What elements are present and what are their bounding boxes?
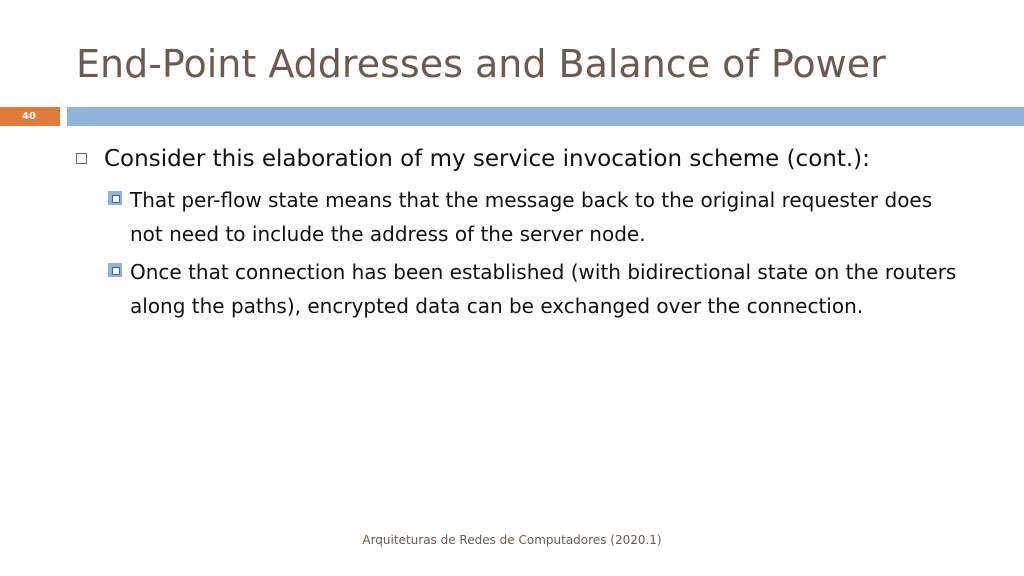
slide-title: End-Point Addresses and Balance of Power [76,42,886,86]
slide-number-badge [0,107,60,126]
square-bullet-icon [108,263,122,277]
sub-bullet-text: Once that connection has been established (with bidirectional state on the routers along the paths), encrypted data can be exchanged over the connection. [130,260,957,318]
slide-footer: Arquiteturas de Redes de Computadores (2020.1) [362,533,662,547]
title-divider-bar [67,107,1024,126]
bullet-text: Consider this elaboration of my service invocation scheme (cont.): [104,146,870,172]
square-bullet-icon [108,191,122,205]
slide-number: 40 [22,111,36,122]
sub-bullet-text: That per-flow state means that the message back to the original requester does not need to include the address of the server node. [130,188,933,246]
hollow-square-bullet-icon [76,153,87,164]
